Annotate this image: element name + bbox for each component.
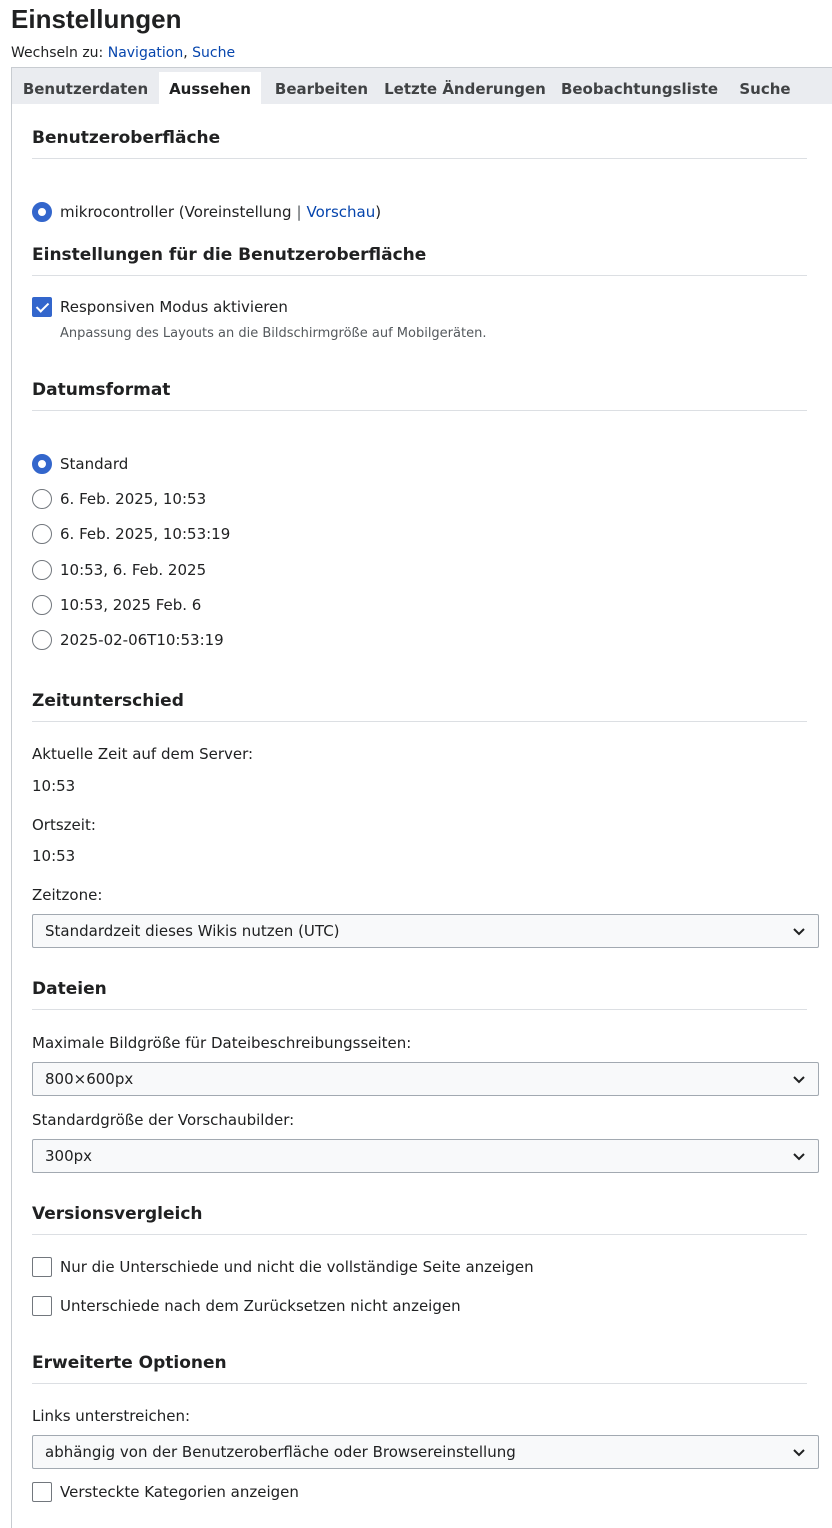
date-option-label: 6. Feb. 2025, 10:53:19 (60, 525, 231, 543)
responsive-help-text: Anpassung des Layouts an die Bildschirmgröße auf Mobilgeräten. (60, 326, 487, 341)
jump-separator: , (183, 45, 188, 61)
local-time-value: 10:53 (32, 847, 76, 865)
checkbox-checked-icon[interactable] (32, 297, 52, 317)
date-option-3[interactable] (32, 558, 206, 582)
date-option-label: 6. Feb. 2025, 10:53 (60, 490, 207, 508)
local-time-label: Ortszeit: (32, 816, 96, 834)
chevron-down-icon (792, 924, 806, 938)
page-title: Einstellungen (11, 4, 182, 34)
underline-links-select[interactable] (32, 1435, 819, 1469)
skin-pipe: | (296, 203, 302, 221)
date-option-label: 10:53, 2025 Feb. 6 (60, 596, 202, 614)
thumb-size-value: 300px (45, 1147, 93, 1165)
thumb-size-select[interactable] (32, 1139, 819, 1173)
hidden-cats-label: Versteckte Kategorien anzeigen (60, 1483, 299, 1501)
date-option-0[interactable] (32, 452, 128, 476)
only-diff-label: Nur die Unterschiede und nicht die vollständige Seite anzeigen (60, 1258, 534, 1276)
server-time-value: 10:53 (32, 777, 76, 795)
section-time-heading: Zeitunterschied (32, 691, 807, 722)
date-option-2[interactable] (32, 522, 230, 546)
radio-icon[interactable] (32, 524, 52, 544)
radio-selected-icon[interactable] (32, 202, 52, 222)
tab-bearbeiten[interactable]: Bearbeiten (274, 80, 369, 98)
max-image-size-select[interactable] (32, 1062, 819, 1096)
max-image-size-label: Maximale Bildgröße für Dateibeschreibungsseiten: (32, 1034, 412, 1052)
responsive-checkbox-row[interactable] (32, 295, 288, 319)
date-option-label: Standard (60, 455, 129, 473)
checkbox-icon[interactable] (32, 1296, 52, 1316)
jump-to-label: Wechseln zu: (11, 45, 104, 61)
checkbox-icon[interactable] (32, 1257, 52, 1277)
thumb-size-label: Standardgröße der Vorschaubilder: (32, 1111, 295, 1129)
hidden-cats-checkbox-row[interactable] (32, 1480, 299, 1504)
chevron-down-icon (792, 1072, 806, 1086)
only-diff-checkbox-row[interactable] (32, 1255, 534, 1279)
tab-suche[interactable]: Suche (739, 80, 791, 98)
radio-icon[interactable] (32, 489, 52, 509)
chevron-down-icon (792, 1149, 806, 1163)
responsive-label: Responsiven Modus aktivieren (60, 298, 288, 316)
chevron-down-icon (792, 1445, 806, 1459)
no-rollback-diff-label: Unterschiede nach dem Zurücksetzen nicht anzeigen (60, 1297, 461, 1315)
section-diffs-heading: Versionsvergleich (32, 1204, 807, 1235)
radio-selected-icon[interactable] (32, 454, 52, 474)
section-advanced-heading: Erweiterte Optionen (32, 1353, 807, 1384)
timezone-label: Zeitzone: (32, 886, 103, 904)
date-option-4[interactable] (32, 593, 201, 617)
underline-links-value: abhängig von der Benutzeroberfläche oder Browsereinstellung (45, 1443, 516, 1461)
radio-icon[interactable] (32, 630, 52, 650)
skin-close-paren: ) (375, 203, 382, 221)
date-option-1[interactable] (32, 487, 206, 511)
timezone-select[interactable] (32, 914, 819, 948)
preferences-tabs (12, 68, 832, 104)
timezone-select-value: Standardzeit dieses Wikis nutzen (UTC) (45, 922, 340, 940)
max-image-size-value: 800×600px (45, 1070, 134, 1088)
skin-option-label: mikrocontroller (Voreinstellung (60, 203, 292, 221)
radio-icon[interactable] (32, 595, 52, 615)
date-option-5[interactable] (32, 628, 224, 652)
jump-to-line (11, 45, 235, 61)
tab-benutzerdaten[interactable]: Benutzerdaten (22, 80, 149, 98)
jump-navigation-link[interactable]: Navigation (107, 45, 184, 61)
tab-beobachtungsliste[interactable]: Beobachtungsliste (560, 80, 719, 98)
no-rollback-diff-checkbox-row[interactable] (32, 1294, 461, 1318)
date-option-label: 2025-02-06T10:53:19 (60, 631, 224, 649)
skin-preview-link[interactable]: Vorschau (306, 203, 376, 221)
section-skin-prefs-heading: Einstellungen für die Benutzeroberfläche (32, 245, 807, 276)
radio-icon[interactable] (32, 560, 52, 580)
tab-aussehen[interactable]: Aussehen (159, 72, 261, 104)
section-skin-heading: Benutzeroberfläche (32, 128, 807, 159)
underline-links-label: Links unterstreichen: (32, 1407, 191, 1425)
date-option-label: 10:53, 6. Feb. 2025 (60, 561, 207, 579)
skin-option[interactable] (32, 200, 381, 224)
section-date-heading: Datumsformat (32, 380, 807, 411)
section-files-heading: Dateien (32, 979, 807, 1010)
tab-letzte-aenderungen[interactable]: Letzte Änderungen (384, 80, 546, 98)
jump-search-link[interactable]: Suche (192, 45, 236, 61)
server-time-label: Aktuelle Zeit auf dem Server: (32, 745, 254, 763)
checkbox-icon[interactable] (32, 1482, 52, 1502)
